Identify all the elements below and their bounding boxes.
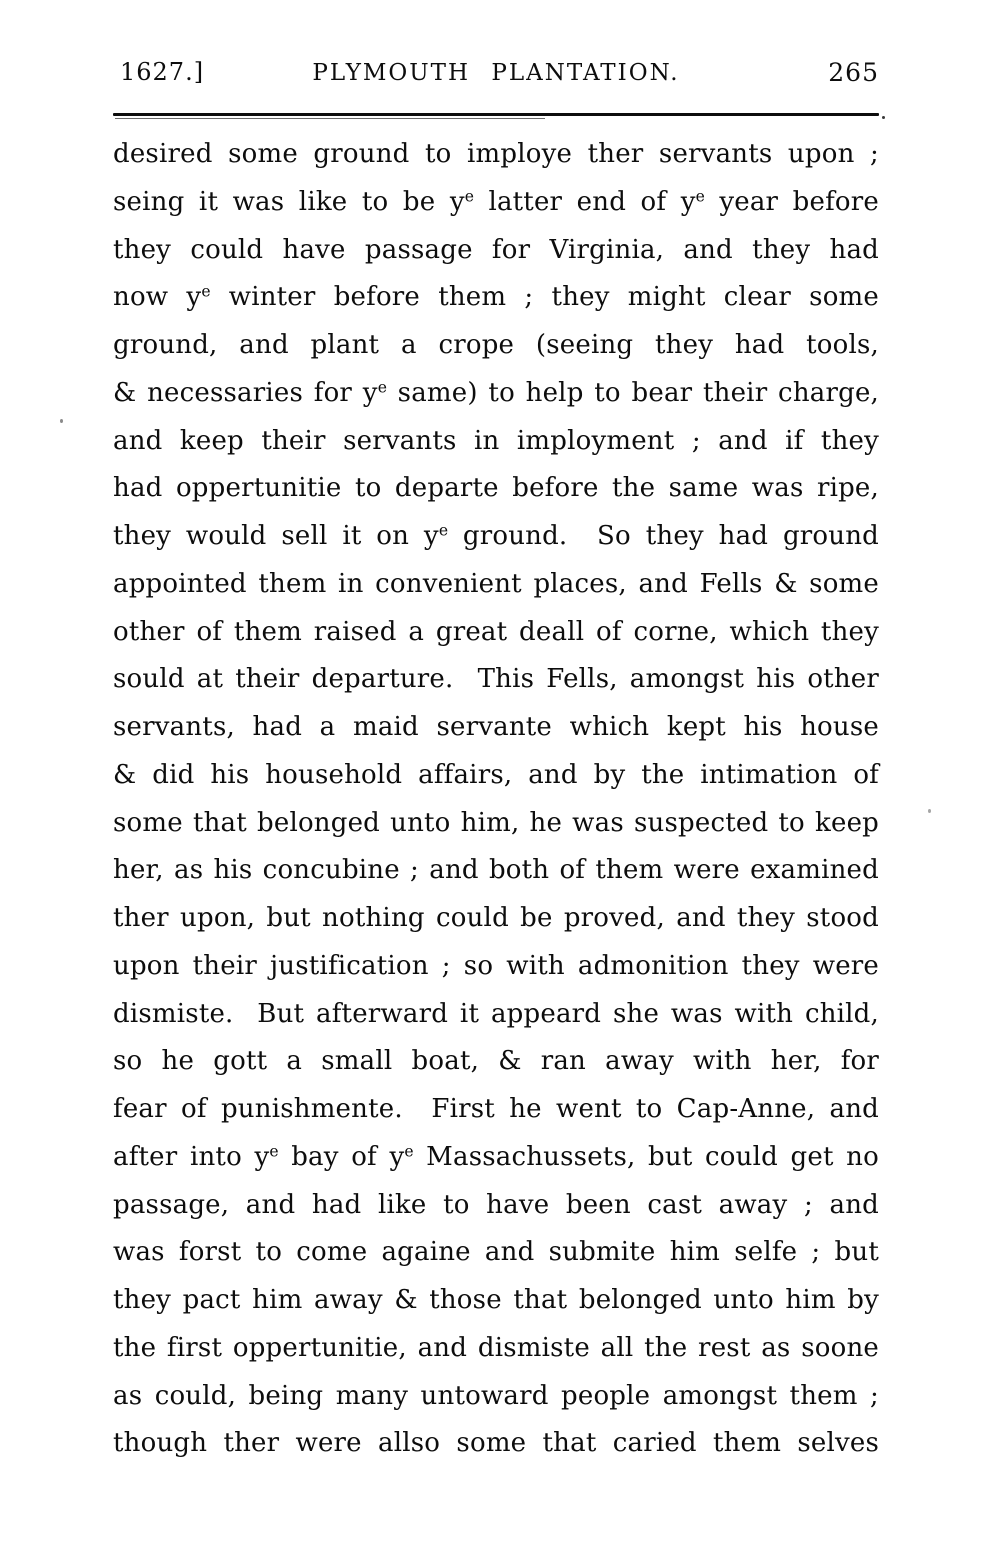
text-line: so he gott a small boat, & ran away with her, for [113, 1046, 879, 1077]
text-line: they would sell it on $y^e$ ground. So they had ground [113, 521, 879, 551]
body-text [113, 131, 879, 1468]
header-year: 1627.] [120, 58, 205, 86]
header-rule-shadow [115, 118, 545, 119]
text-line: dismiste. But afterward it appeard she was with child, [113, 998, 879, 1029]
text-line: her, as his concubine ; and both of them were examined [113, 855, 879, 886]
text-line: now $y^e$ winter before them ; they might clear some [113, 282, 880, 313]
scan-speck [928, 809, 931, 813]
text-line: and keep their servants in imployment ; and if they [113, 425, 879, 456]
text-line: appointed them in convenient places, and Fells & some [113, 568, 879, 599]
text-line: though ther were allso some that caried them selves [113, 1428, 879, 1459]
text-line: desired some ground to imploye ther servants upon ; [113, 139, 879, 169]
scan-speck [60, 419, 63, 423]
rule-end-dot [882, 116, 885, 119]
text-line: seing it was like to be $y^e$ latter end of $y^e$ year before [113, 186, 879, 217]
header-rule [113, 113, 879, 116]
text-line: & necessaries for $y^e$ same) to help to bear their charge, [113, 377, 879, 408]
text-line: servants, had a maid servante which kept his house [113, 712, 879, 742]
text-line: & did his household affairs, and by the intimation of [113, 759, 879, 790]
text-line: some that belonged unto him, he was suspected to keep [113, 807, 879, 838]
text-line: ground, and plant a crope (seeing they had tools, [113, 330, 879, 360]
text-line: passage, and had like to have been cast away ; and [113, 1189, 879, 1220]
text-line: ther upon, but nothing could be proved, and they stood [113, 903, 879, 933]
text-line: they pact him away & those that belonged unto him by [113, 1285, 879, 1315]
text-line: as could, being many untoward people amongst them ; [113, 1380, 879, 1411]
text-line: fear of punishmente. First he went to Cap-Anne, and [113, 1094, 879, 1124]
text-line: the first oppertunitie, and dismiste all the rest as soone [113, 1332, 879, 1363]
text-line: upon their justification ; so with admonition they were [113, 950, 879, 981]
text-line: had oppertunitie to departe before the same was ripe, [113, 473, 879, 504]
text-line: sould at their departure. This Fells, amongst his other [113, 664, 879, 695]
text-line: was forst to come againe and submite him selfe ; but [113, 1237, 879, 1268]
text-line: they could have passage for Virginia, and they had [113, 234, 879, 265]
page-header [113, 58, 879, 94]
text-line: after into $y^e$ bay of $y^e$ Massachussets, but could get no [113, 1141, 879, 1172]
page-number: 265 [828, 58, 879, 87]
text-line: other of them raised a great deall of corne, which they [113, 616, 879, 647]
running-title: PLYMOUTH PLANTATION. [312, 60, 680, 86]
